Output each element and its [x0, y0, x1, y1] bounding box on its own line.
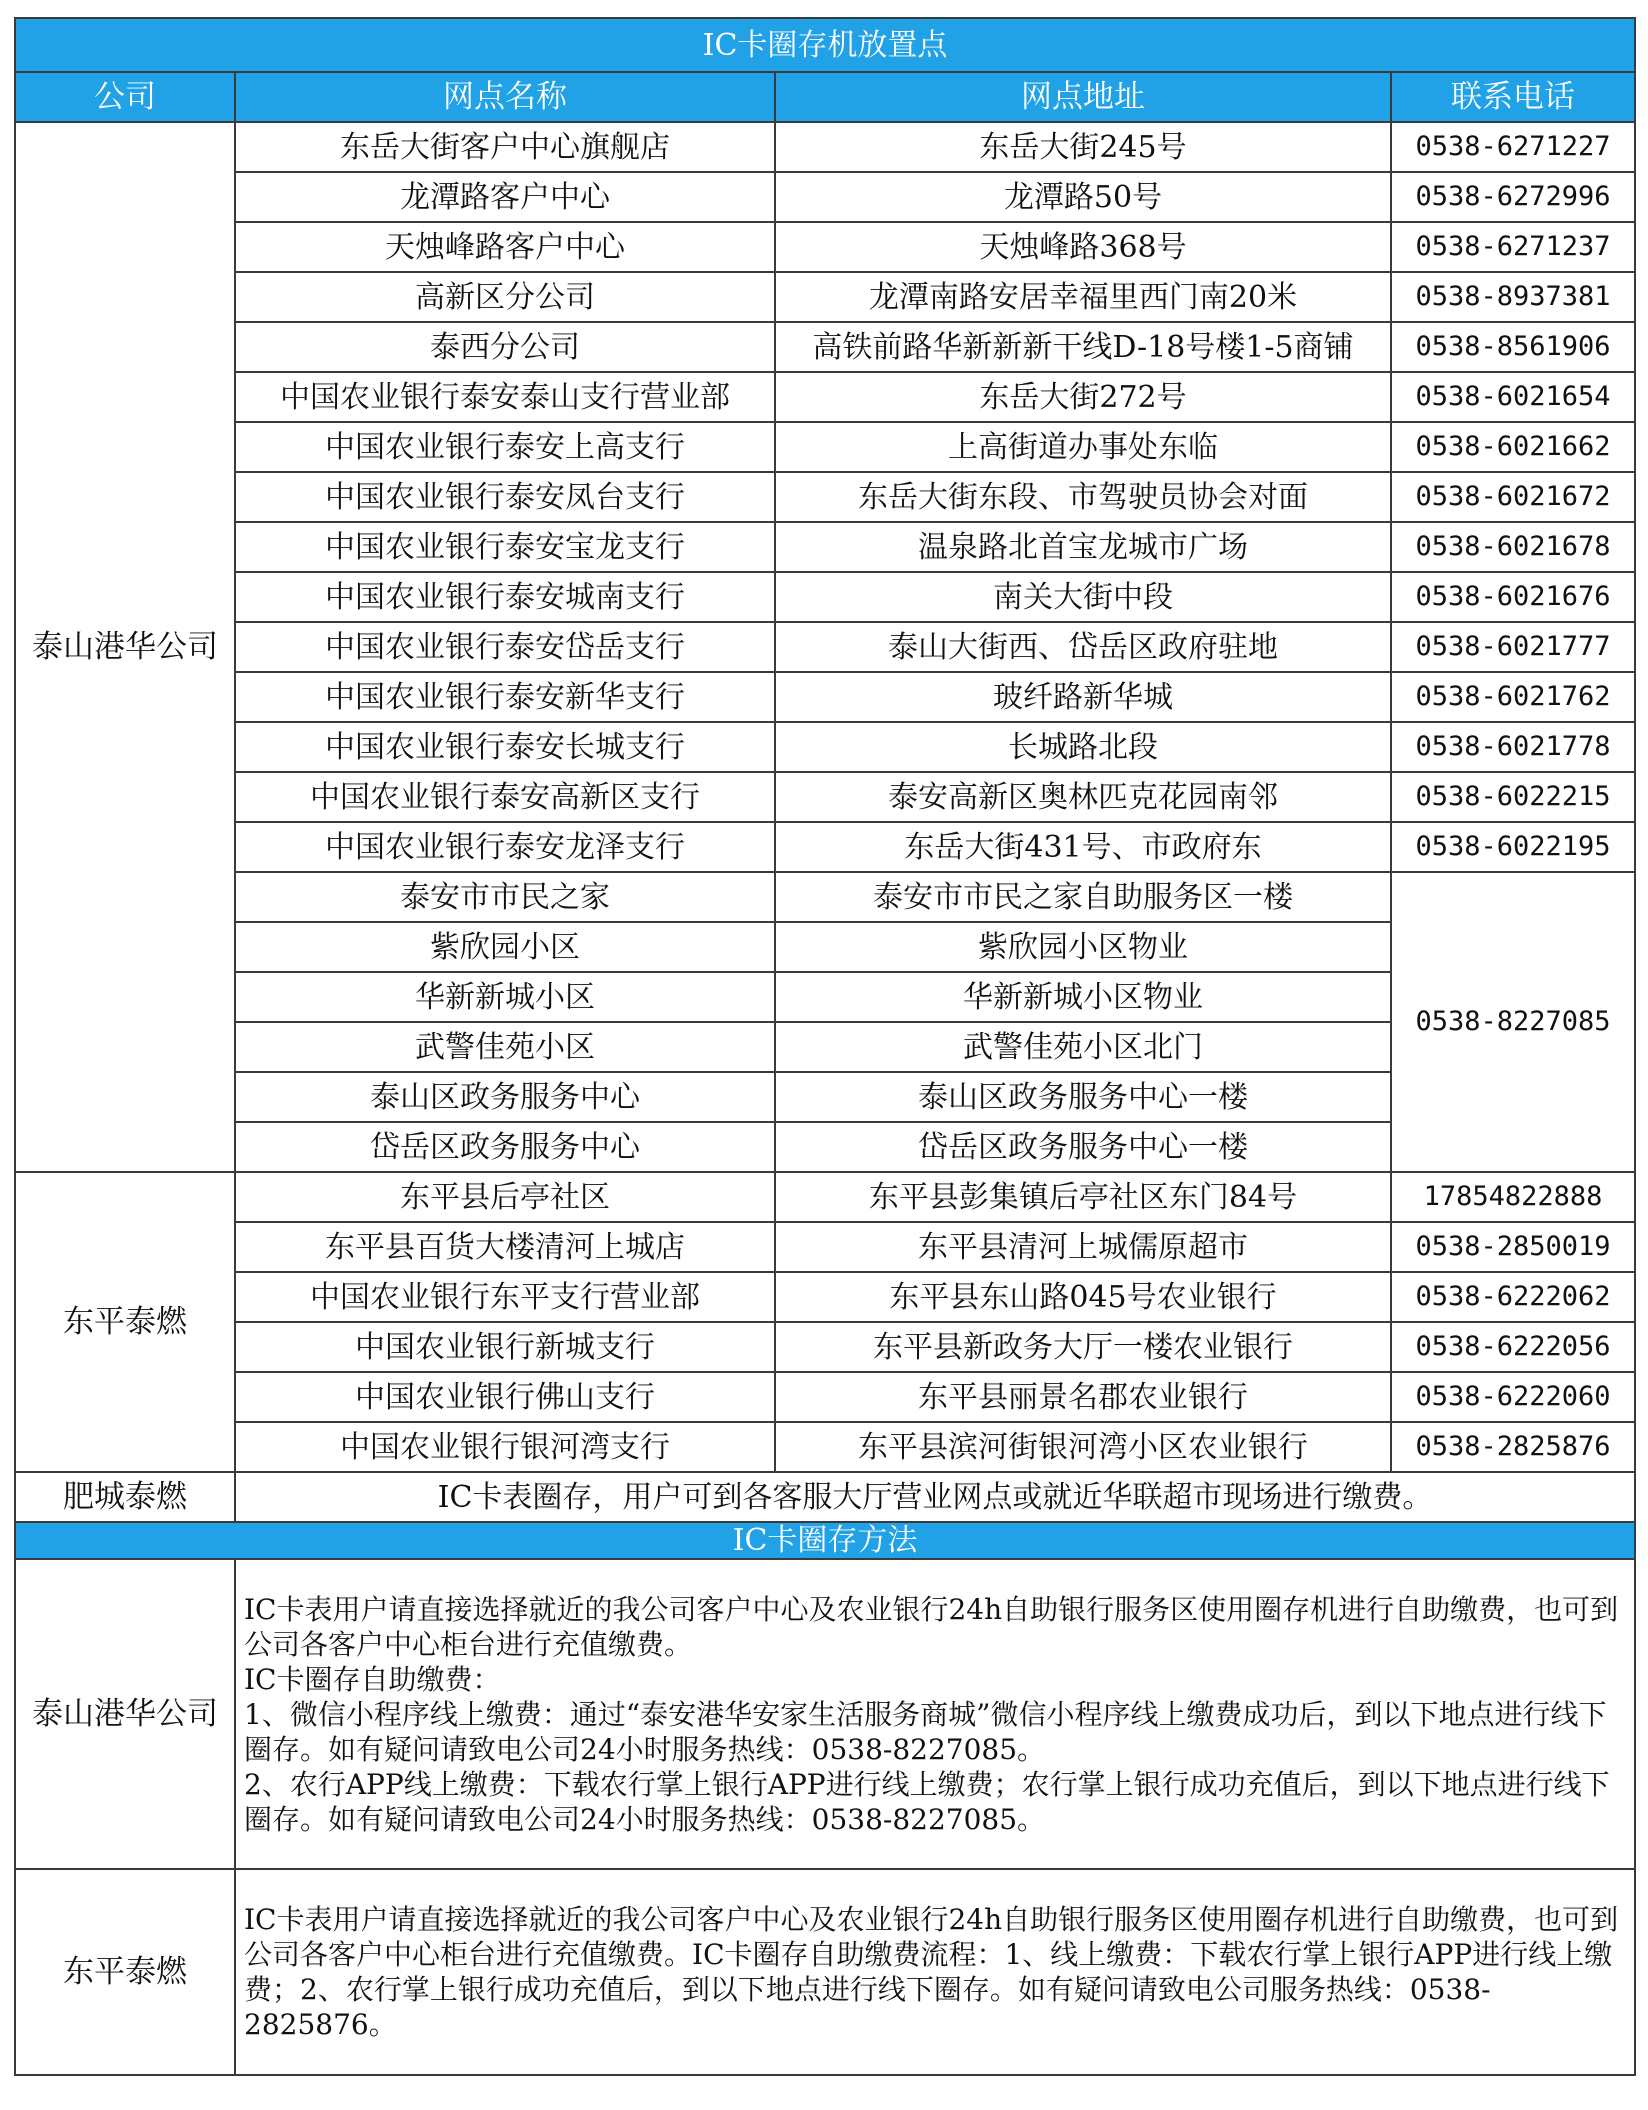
site-address: 东平县东山路045号农业银行 [775, 1272, 1391, 1322]
site-name: 中国农业银行泰安宝龙支行 [235, 522, 775, 572]
site-address: 天烛峰路368号 [775, 222, 1391, 272]
site-name: 中国农业银行泰安长城支行 [235, 722, 775, 772]
table-row [15, 822, 1635, 872]
site-name: 中国农业银行新城支行 [235, 1322, 775, 1372]
method-description [235, 1869, 1635, 2075]
site-address: 长城路北段 [775, 722, 1391, 772]
table-row [15, 772, 1635, 822]
method-line: 2、农行APP线上缴费：下载农行掌上银行APP进行线上缴费；农行掌上银行成功充值后，到以下地点进行线下圈存。如有疑问请致电公司24小时服务热线：0538-8227085。 [244, 1767, 1610, 1836]
site-name: 中国农业银行泰安龙泽支行 [235, 822, 775, 872]
site-phone: 0538-6222056 [1391, 1322, 1635, 1372]
table-title: IC卡圈存机放置点 [15, 18, 1635, 72]
site-phone: 0538-8561906 [1391, 322, 1635, 372]
company-cell: 肥城泰燃 [15, 1472, 235, 1522]
method-line: IC卡表用户请直接选择就近的我公司客户中心及农业银行24h自助银行服务区使用圈存机进行自助缴费，也可到公司各客户中心柜台进行充值缴费。IC卡圈存自助缴费流程：1、线上缴费：下载农行掌上银行APP进行线上缴费；2、农行掌上银行成功充值后，到以下地点进行线下圈存。如有疑问请致电公司服务热线：0538-2825876。 [244, 1903, 1619, 2041]
site-address: 紫欣园小区物业 [775, 922, 1391, 972]
site-address: 岱岳区政务服务中心一楼 [775, 1122, 1391, 1172]
site-phone: 0538-6021654 [1391, 372, 1635, 422]
site-name: 龙潭路客户中心 [235, 172, 775, 222]
site-address: 东平县清河上城儒原超市 [775, 1222, 1391, 1272]
site-name: 武警佳苑小区 [235, 1022, 775, 1072]
table-row [15, 1372, 1635, 1422]
site-name: 中国农业银行泰安上高支行 [235, 422, 775, 472]
site-address: 武警佳苑小区北门 [775, 1022, 1391, 1072]
header-company: 公司 [15, 72, 235, 122]
table-row [15, 622, 1635, 672]
site-phone: 0538-8937381 [1391, 272, 1635, 322]
table-row [15, 1472, 1635, 1522]
table-row [15, 572, 1635, 622]
site-phone: 0538-6021672 [1391, 472, 1635, 522]
table-row [15, 1422, 1635, 1472]
site-phone: 0538-6271227 [1391, 122, 1635, 172]
site-address: 东岳大街272号 [775, 372, 1391, 422]
site-address: 泰山大街西、岱岳区政府驻地 [775, 622, 1391, 672]
ic-card-table [14, 17, 1636, 2076]
table-row [15, 722, 1635, 772]
table-row [15, 1869, 1635, 2075]
site-address: 高铁前路华新新新干线D-18号楼1-5商铺 [775, 322, 1391, 372]
site-address: 东岳大街东段、市驾驶员协会对面 [775, 472, 1391, 522]
site-phone: 0538-6021778 [1391, 722, 1635, 772]
site-address: 龙潭路50号 [775, 172, 1391, 222]
company-cell: 东平泰燃 [15, 1172, 235, 1472]
site-name: 中国农业银行泰安新华支行 [235, 672, 775, 722]
site-address: 泰安高新区奥林匹克花园南邻 [775, 772, 1391, 822]
site-name: 华新新城小区 [235, 972, 775, 1022]
site-phone: 0538-6021676 [1391, 572, 1635, 622]
site-phone: 0538-2850019 [1391, 1222, 1635, 1272]
table-row [15, 372, 1635, 422]
header-site-address: 网点地址 [775, 72, 1391, 122]
site-phone: 0538-6021777 [1391, 622, 1635, 672]
site-phone: 0538-6021662 [1391, 422, 1635, 472]
site-address: 东平县彭集镇后亭社区东门84号 [775, 1172, 1391, 1222]
method-line: 1、微信小程序线上缴费：通过“泰安港华安家生活服务商城”微信小程序线上缴费成功后，到以下地点进行线下圈存。如有疑问请致电公司24小时服务热线：0538-8227085。 [244, 1697, 1607, 1766]
table-row [15, 472, 1635, 522]
table-row [15, 122, 1635, 172]
site-name: 东平县后亭社区 [235, 1172, 775, 1222]
method-line: IC卡表用户请直接选择就近的我公司客户中心及农业银行24h自助银行服务区使用圈存机进行自助缴费，也可到公司各客户中心柜台进行充值缴费。 [244, 1592, 1619, 1661]
site-address: 东平县滨河街银河湾小区农业银行 [775, 1422, 1391, 1472]
site-name: 中国农业银行泰安高新区支行 [235, 772, 775, 822]
site-name: 泰西分公司 [235, 322, 775, 372]
site-address: 泰山区政务服务中心一楼 [775, 1072, 1391, 1122]
table-row [15, 1522, 1635, 1559]
site-name: 中国农业银行泰安城南支行 [235, 572, 775, 622]
site-phone: 0538-6271237 [1391, 222, 1635, 272]
feicheng-note: IC卡表圈存，用户可到各客服大厅营业网点或就近华联超市现场进行缴费。 [235, 1472, 1635, 1522]
table-row [15, 872, 1635, 922]
site-address: 玻纤路新华城 [775, 672, 1391, 722]
site-address: 温泉路北首宝龙城市广场 [775, 522, 1391, 572]
site-name: 中国农业银行银河湾支行 [235, 1422, 775, 1472]
site-name: 中国农业银行泰安泰山支行营业部 [235, 372, 775, 422]
site-name: 天烛峰路客户中心 [235, 222, 775, 272]
method-description [235, 1559, 1635, 1869]
site-phone: 0538-6272996 [1391, 172, 1635, 222]
site-phone: 0538-6222062 [1391, 1272, 1635, 1322]
company-cell: 东平泰燃 [15, 1869, 235, 2075]
site-phone: 17854822888 [1391, 1172, 1635, 1222]
table-row [15, 322, 1635, 372]
site-name: 东平县百货大楼清河上城店 [235, 1222, 775, 1272]
table-row [15, 172, 1635, 222]
site-phone: 0538-2825876 [1391, 1422, 1635, 1472]
methods-title: IC卡圈存方法 [15, 1522, 1635, 1559]
site-address: 华新新城小区物业 [775, 972, 1391, 1022]
table-row [15, 522, 1635, 572]
table-row [15, 222, 1635, 272]
site-address: 泰安市市民之家自助服务区一楼 [775, 872, 1391, 922]
site-address: 南关大街中段 [775, 572, 1391, 622]
group-phone: 0538-8227085 [1391, 872, 1635, 1172]
header-site-name: 网点名称 [235, 72, 775, 122]
site-name: 岱岳区政务服务中心 [235, 1122, 775, 1172]
table-row [15, 1222, 1635, 1272]
table-row [15, 272, 1635, 322]
table-row [15, 422, 1635, 472]
site-phone: 0538-6021762 [1391, 672, 1635, 722]
method-line: IC卡圈存自助缴费： [244, 1662, 501, 1696]
site-name: 东岳大街客户中心旗舰店 [235, 122, 775, 172]
site-address: 上高街道办事处东临 [775, 422, 1391, 472]
site-name: 中国农业银行泰安凤台支行 [235, 472, 775, 522]
table-row [15, 672, 1635, 722]
table-row [15, 1272, 1635, 1322]
company-cell: 泰山港华公司 [15, 122, 235, 1172]
table-row [15, 1559, 1635, 1869]
site-name: 中国农业银行佛山支行 [235, 1372, 775, 1422]
site-address: 东平县丽景名郡农业银行 [775, 1372, 1391, 1422]
site-name: 泰山区政务服务中心 [235, 1072, 775, 1122]
table-row [15, 1172, 1635, 1222]
site-name: 中国农业银行泰安岱岳支行 [235, 622, 775, 672]
site-address: 东岳大街245号 [775, 122, 1391, 172]
site-address: 东平县新政务大厅一楼农业银行 [775, 1322, 1391, 1372]
site-address: 龙潭南路安居幸福里西门南20米 [775, 272, 1391, 322]
table-row [15, 1322, 1635, 1372]
header-phone: 联系电话 [1391, 72, 1635, 122]
site-name: 泰安市市民之家 [235, 872, 775, 922]
site-phone: 0538-6022215 [1391, 772, 1635, 822]
company-cell: 泰山港华公司 [15, 1559, 235, 1869]
site-phone: 0538-6021678 [1391, 522, 1635, 572]
site-name: 紫欣园小区 [235, 922, 775, 972]
site-phone: 0538-6022195 [1391, 822, 1635, 872]
site-phone: 0538-6222060 [1391, 1372, 1635, 1422]
site-name: 中国农业银行东平支行营业部 [235, 1272, 775, 1322]
site-address: 东岳大街431号、市政府东 [775, 822, 1391, 872]
site-name: 高新区分公司 [235, 272, 775, 322]
